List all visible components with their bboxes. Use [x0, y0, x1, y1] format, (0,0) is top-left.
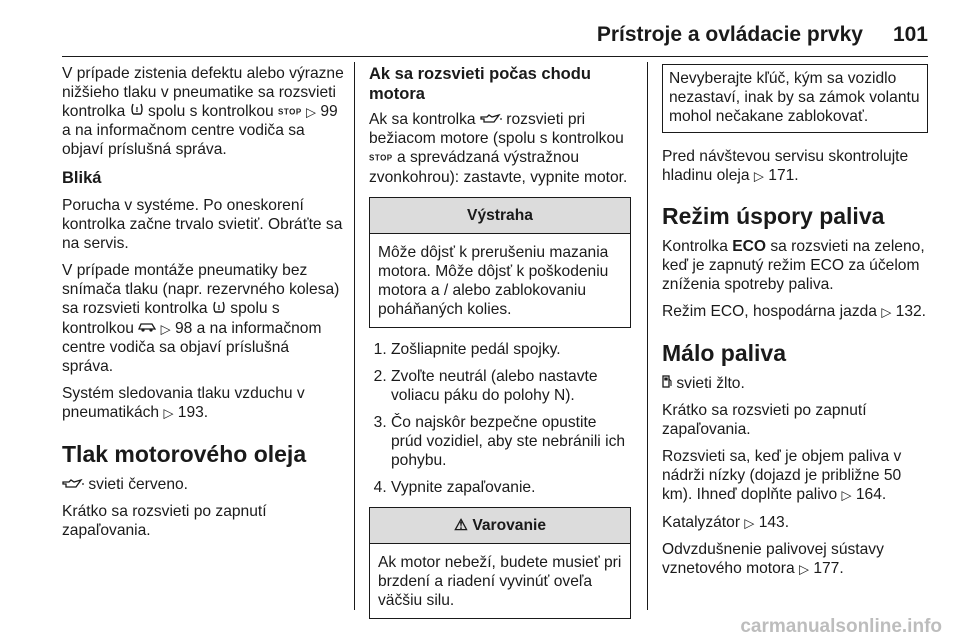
page-header — [62, 20, 928, 50]
paragraph-catalyst: Katalyzátor ▷ 143. — [662, 513, 790, 531]
svg-text:!: ! — [135, 106, 139, 115]
caution-body: Ak motor nebeží, budete musieť pri brzdení a riadení vyvinúť oveľa väčšiu silu. — [378, 553, 622, 609]
vehicle-fault-icon — [138, 319, 156, 338]
oil-can-icon — [62, 475, 84, 494]
column-divider-2 — [647, 62, 648, 610]
page-ref-icon: ▷ — [798, 561, 809, 577]
paragraph-fuel-ignition: Krátko sa rozsvieti po zapnutí zapaľovania. — [662, 402, 867, 439]
stop-indicator-icon: STOP — [369, 153, 393, 163]
warning-box — [369, 197, 631, 328]
heading-running-engine: Ak sa rozsvieti počas chodu motora — [369, 65, 591, 103]
paragraph-oil-red: svieti červeno. — [62, 475, 344, 494]
paragraph-bleeding: Odvzdušnenie palivovej sústavy vznetového motora ▷ 177. — [662, 540, 884, 577]
heading-low-fuel: Málo paliva — [662, 339, 786, 366]
heading-eco-mode: Režim úspory paliva — [662, 203, 885, 230]
paragraph-tire-defect: V prípade zistenia defektu alebo výrazne nižšieho tlaku v pneumatike sa rozsvieti kontrolka ! spolu s kontrolkou STOP ▷ 99 a na informačnom centre vodiča sa objaví príslušná správa. — [62, 65, 344, 159]
caution-box — [369, 507, 631, 619]
oil-can-icon — [480, 110, 502, 129]
steps-list — [369, 340, 631, 497]
paragraph-oil-level: Pred návštevou servisu skontrolujte hladinu oleja ▷ 171. — [662, 148, 909, 184]
warning-title: Výstraha — [370, 198, 630, 234]
paragraph-tpms-ref: Systém sledovania tlaku vzduchu v pneumatikách ▷ 193. — [62, 385, 305, 422]
page-ref-icon: ▷ — [306, 104, 317, 120]
key-notice-box: Nevyberajte kľúč, kým sa vozidlo nezastaví, inak by sa zámok volantu mohol nečakane zablokovať. — [662, 64, 928, 133]
paragraph-fuel-yellow: svieti žlto. — [662, 374, 928, 393]
tire-pressure-icon — [212, 300, 226, 319]
caution-title: ⚠ Varovanie — [370, 508, 630, 544]
page-number: 101 — [892, 23, 928, 46]
paragraph-eco: Kontrolka ECO sa rozsvieti na zeleno, keď je zapnutý režim ECO za účelom zníženia spotreby paliva. — [662, 238, 925, 294]
tire-pressure-icon — [130, 102, 144, 121]
warning-triangle-icon: ⚠ — [453, 516, 468, 534]
svg-text:!: ! — [217, 303, 221, 312]
column-divider-1 — [354, 62, 355, 610]
column-2 — [369, 64, 631, 631]
column-3 — [662, 64, 928, 586]
page-ref-icon: ▷ — [753, 168, 764, 184]
eco-label: ECO — [732, 238, 767, 256]
warning-body: Môže dôjsť k prerušeniu mazania motora. Môže dôjsť k poškodeniu motora a / alebo zablokovaniu poháňaných kolies. — [378, 243, 609, 318]
column-1 — [62, 64, 344, 548]
header-rule — [62, 56, 928, 57]
heading-blika: Bliká — [62, 169, 102, 188]
page-ref-icon: ▷ — [744, 514, 755, 530]
page-ref-icon: ▷ — [160, 321, 171, 337]
list-item: 2. Zvoľte neutrál (alebo nastavte voliacu páku do polohy N). — [391, 367, 631, 405]
watermark: carmanualsonline.info — [740, 616, 942, 637]
page-ref-icon: ▷ — [841, 487, 852, 503]
list-item: 3. Čo najskôr bezpečne opustite prúd vozidiel, aby ste nebránili ich pohybu. — [391, 413, 631, 470]
stop-indicator-icon: STOP — [278, 107, 302, 117]
list-item: 4. Vypnite zapaľovanie. — [391, 478, 631, 497]
paragraph-spare-wheel: V prípade montáže pneumatiky bez snímača tlaku (napr. rezervného kolesa) sa rozsvieti kontrolka ! spolu s kontrolkou ▷ 98 a na informačnom centre vodiča sa objaví príslušná správa. — [62, 262, 340, 376]
paragraph-fault: Porucha v systéme. Po oneskorení kontrolka začne trvalo svietiť. Obráťte sa na servis. — [62, 197, 343, 253]
page-ref-icon: ▷ — [163, 405, 174, 421]
list-item: 1. Zošliapnite pedál spojky. — [391, 340, 631, 359]
paragraph-fuel-low: Rozsvieti sa, keď je objem paliva v nádrži nízky (dojazd je približne 50 km). Ihneď doplňte palivo ▷ 164. — [662, 448, 902, 504]
paragraph-oil-running: Ak sa kontrolka rozsvieti pri bežiacom motore (spolu s kontrolkou STOP a sprevádzaná výstražnou zvonkohrou): zastavte, vypnite motor. — [369, 111, 628, 186]
heading-oil-pressure: Tlak motorového oleja — [62, 440, 307, 467]
paragraph-oil-ignition: Krátko sa rozsvieti po zapnutí zapaľovania. — [62, 502, 267, 539]
page-title: Prístroje a ovládacie prvky — [596, 23, 863, 46]
fuel-pump-icon — [662, 374, 672, 393]
page-ref-icon: ▷ — [881, 304, 892, 320]
paragraph-eco-ref: Režim ECO, hospodárna jazda ▷ 132. — [662, 303, 927, 321]
